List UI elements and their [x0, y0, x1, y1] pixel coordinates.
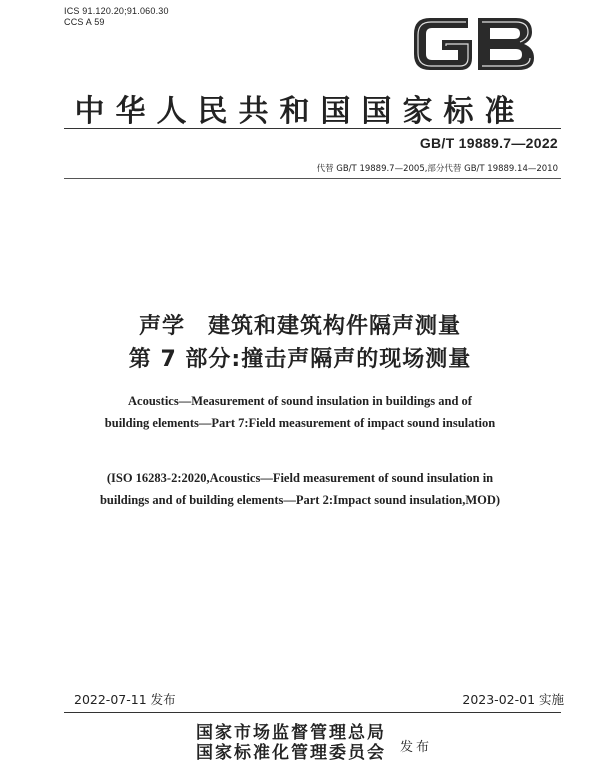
chinese-title-line-2: 第 7 部分:撞击声隔声的现场测量 — [128, 347, 472, 372]
implementation-date: 2023-02-01 实施 — [462, 692, 564, 707]
gb-logo — [410, 8, 538, 76]
replaces-note: 代替 GB/T 19889.7—2005,部分代替 GB/T 19889.14—2010 — [316, 164, 558, 174]
ccs-code: CCS A 59 — [64, 17, 105, 27]
gb-logo-graphic — [410, 8, 538, 76]
footer-divider — [64, 712, 561, 713]
english-title — [0, 390, 600, 434]
classification-codes — [64, 6, 169, 28]
header-divider — [64, 128, 561, 129]
chinese-title-line-1: 声学 建筑和建筑构件隔声测量 — [138, 314, 461, 339]
issuer-line-2: 国家标准化管理委员会 — [196, 743, 386, 763]
issue-date: 2022-07-11 发布 — [74, 692, 176, 707]
iso-reference-line-1: (ISO 16283-2:2020,Acoustics—Field measurement of sound insulation in — [106, 471, 494, 485]
publish-label: 发布 — [400, 740, 433, 755]
english-title-line-2: building elements—Part 7:Field measurement of impact sound insulation — [104, 416, 496, 430]
standard-number: GB/T 19889.7—2022 — [419, 135, 558, 151]
issuing-authorities — [196, 723, 386, 763]
iso-reference — [0, 467, 600, 511]
issuer-line-1: 国家市场监督管理总局 — [196, 723, 386, 743]
ics-code: ICS 91.120.20;91.060.30 — [64, 6, 169, 16]
national-standard-title: 中华人民共和国国家标准 — [74, 94, 526, 129]
iso-reference-line-2: buildings and of building elements—Part 2:Impact sound insulation,MOD) — [99, 493, 501, 507]
number-divider — [64, 178, 561, 179]
english-title-line-1: Acoustics—Measurement of sound insulation in buildings and of — [128, 394, 472, 408]
